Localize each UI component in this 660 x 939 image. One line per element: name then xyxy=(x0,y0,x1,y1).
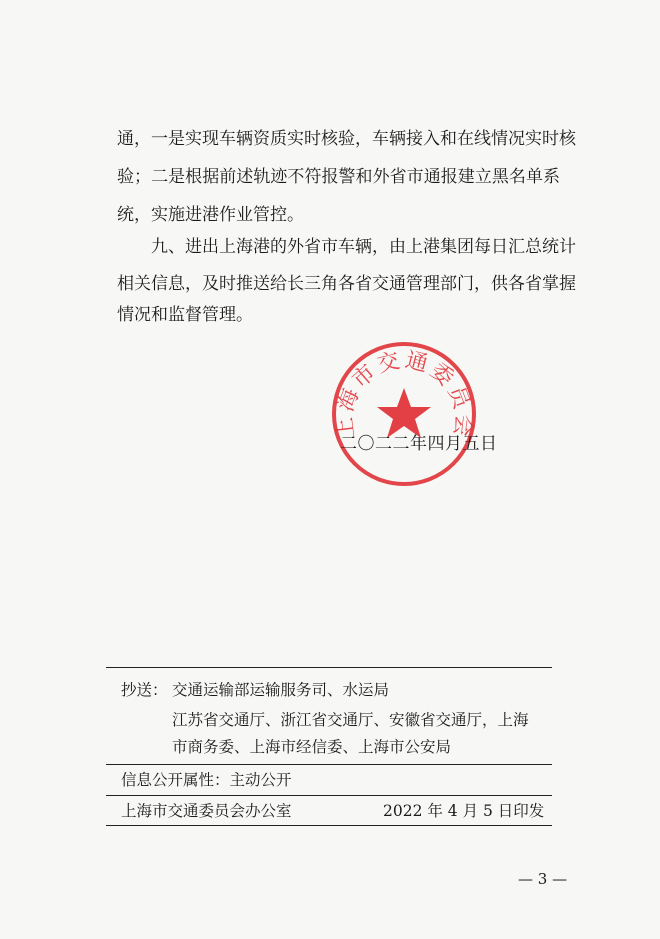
footer-mid-rule-2 xyxy=(106,795,552,796)
body-line: 通，一是实现车辆资质实时核验，车辆接入和在线情况实时核 xyxy=(117,129,576,149)
issuer: 上海市交通委员会办公室 xyxy=(121,802,292,820)
page-number: — 3 — xyxy=(518,870,568,888)
footer-top-rule xyxy=(106,667,552,668)
footer-bottom-rule xyxy=(106,825,552,826)
official-seal xyxy=(330,340,478,488)
disclosure-attribute: 信息公开属性：主动公开 xyxy=(121,771,292,789)
body-line: 相关信息，及时推送给长三角各省交通管理部门，供各省掌握 xyxy=(117,274,576,294)
body-line: 统，实施进港作业管控。 xyxy=(117,205,304,225)
footer-mid-rule xyxy=(106,764,552,765)
cc-line: 交通运输部运输服务司、水运局 xyxy=(172,681,390,699)
print-date: 2022 年 4 月 5 日印发 xyxy=(383,802,545,820)
signature-date: 二〇二二年四月五日 xyxy=(340,434,498,454)
body-line: 验；二是根据前述轨迹不符报警和外省市通报建立黑名单系 xyxy=(117,167,560,187)
cc-label: 抄送： xyxy=(121,681,168,699)
svg-text:上海市交通委员会: 上海市交通委员会 xyxy=(332,347,476,441)
body-line: 九、进出上海港的外省市车辆，由上港集团每日汇总统计 xyxy=(151,237,576,257)
cc-line: 江苏省交通厅、浙江省交通厅、安徽省交通厅，上海 xyxy=(172,711,529,729)
body-line: 情况和监督管理。 xyxy=(117,305,253,325)
cc-line: 市商务委、上海市经信委、上海市公安局 xyxy=(172,738,452,756)
